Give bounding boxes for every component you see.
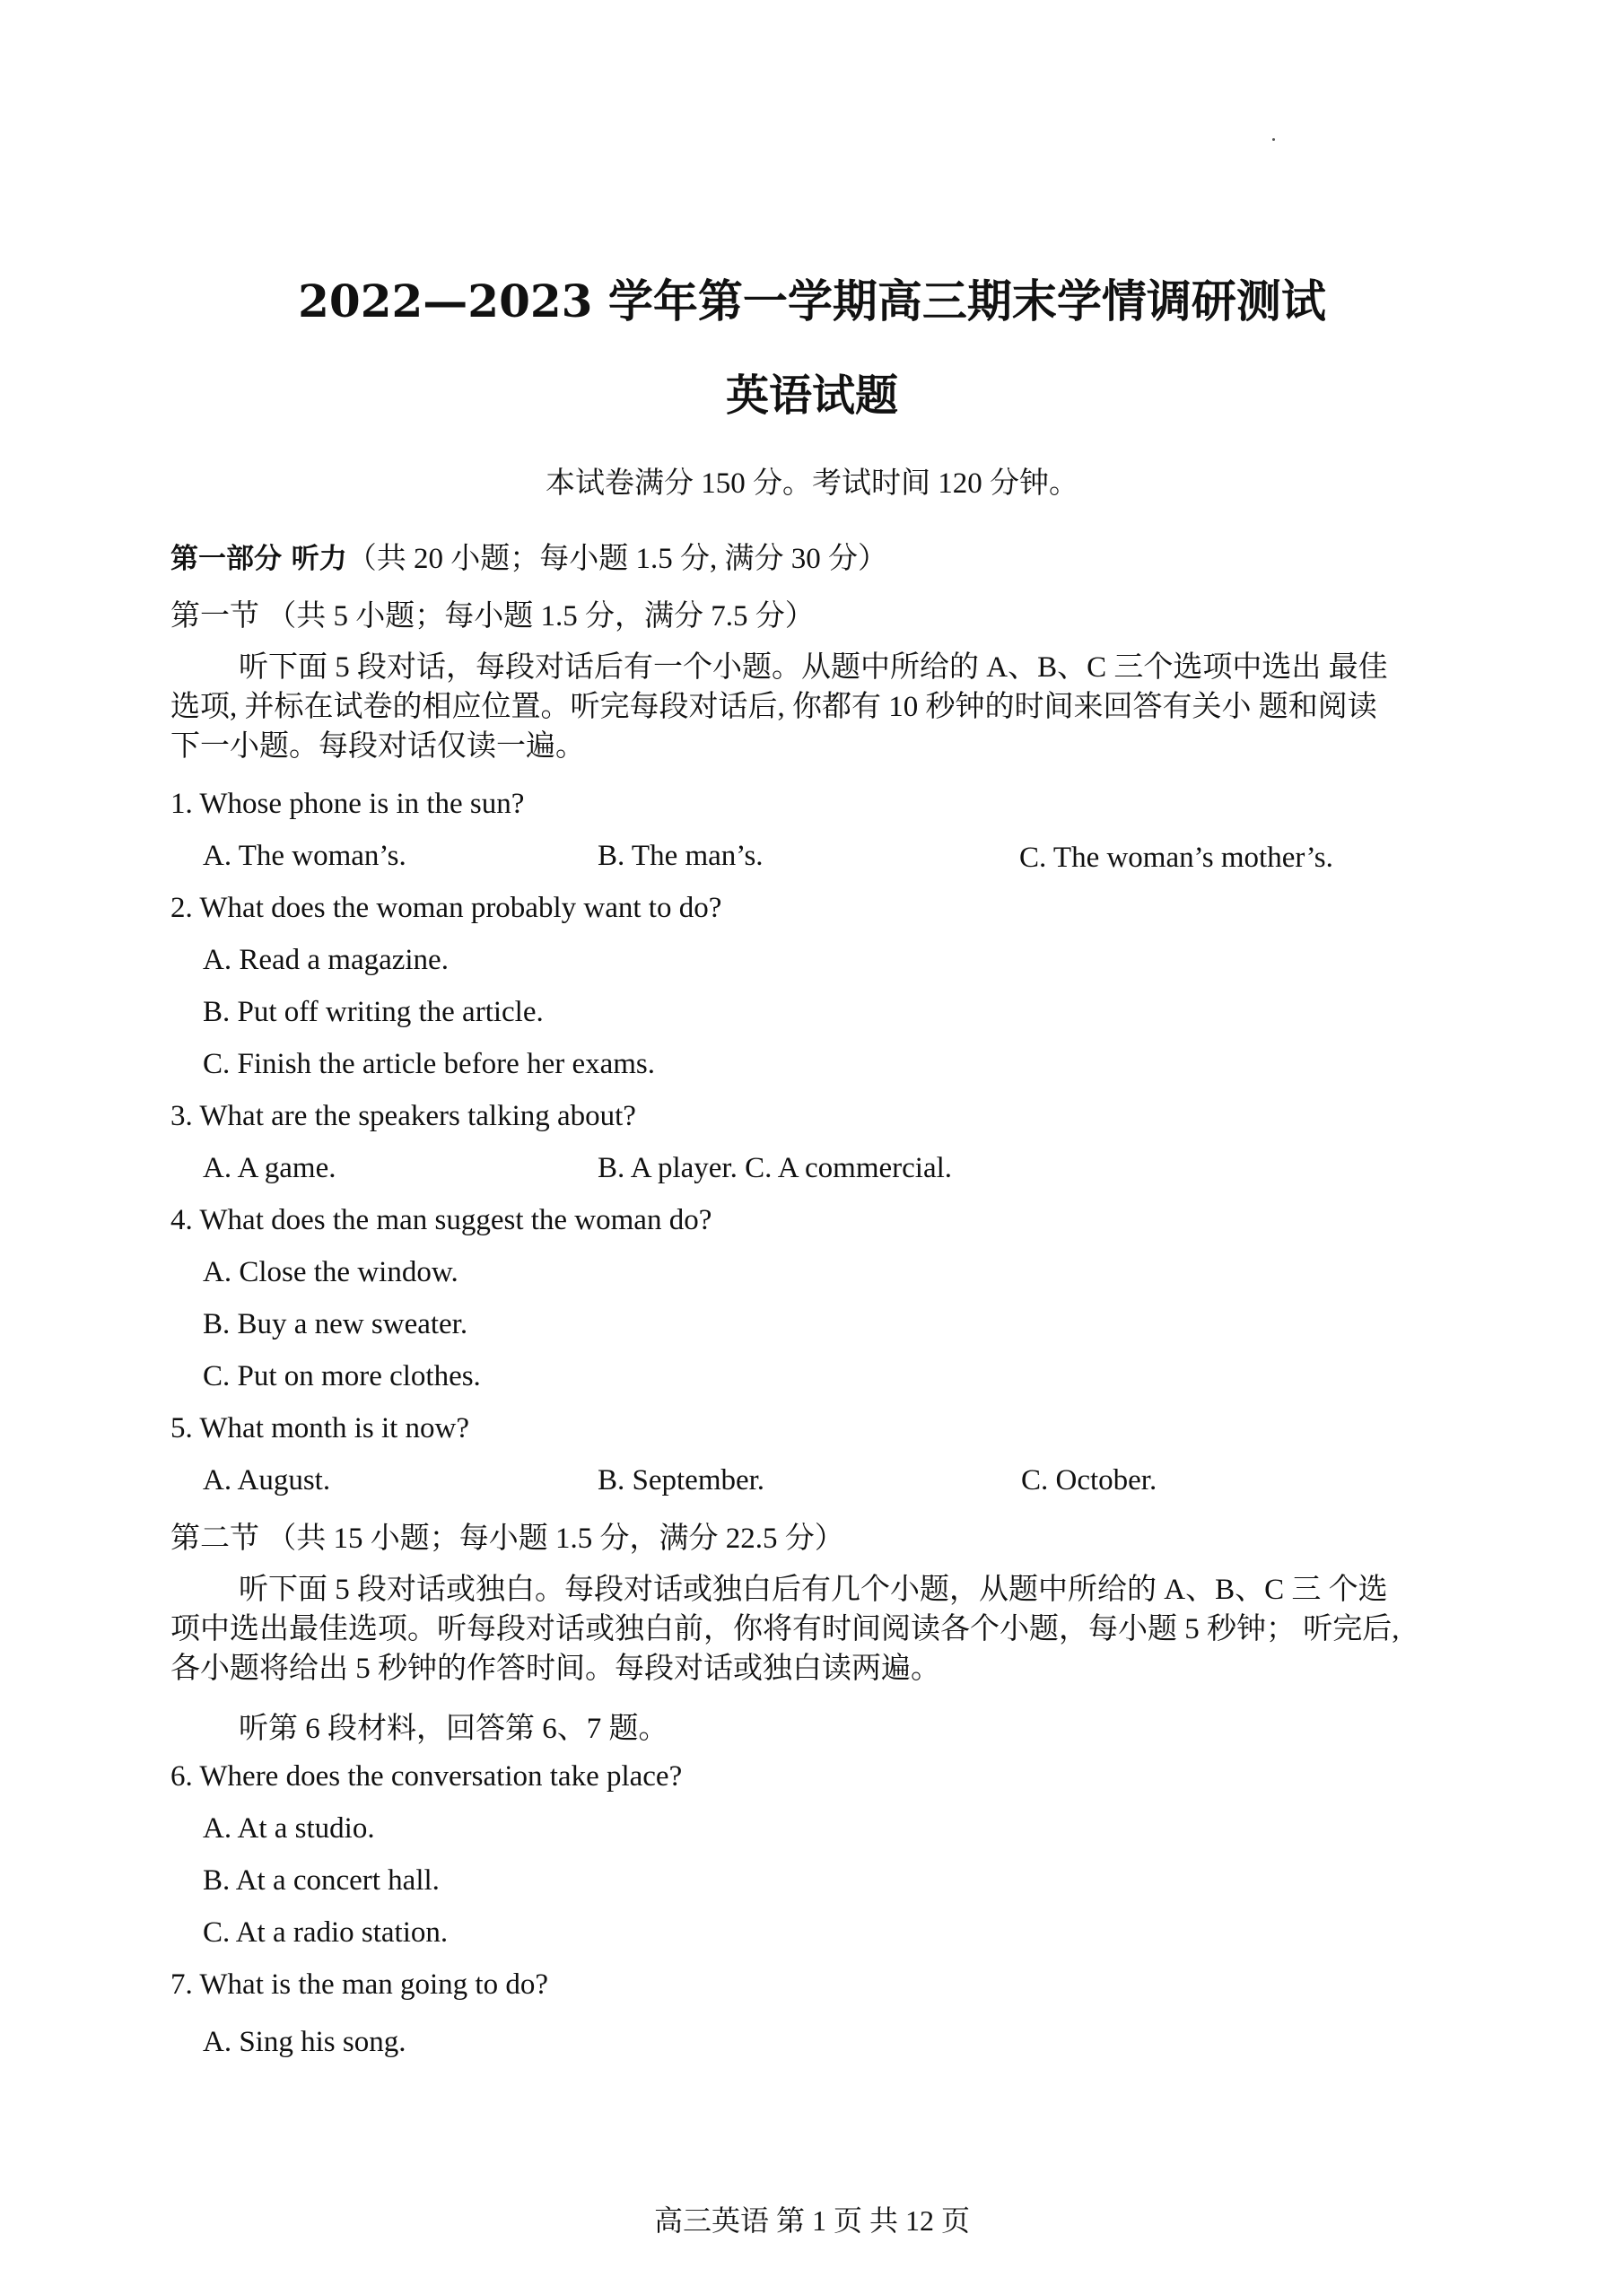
page-subtitle: 英语试题	[725, 371, 898, 421]
q2-option-b: B. Put off writing the article.	[203, 996, 544, 1028]
q1-option-c: C. The woman’s mother’s.	[1019, 842, 1333, 874]
question-2: 2. What does the woman probably want to do?	[170, 892, 722, 924]
part1-heading-rest: （共 20 小题；每小题 1.5 分, 满分 30 分）	[346, 543, 888, 575]
question-7: 7. What is the man going to do?	[170, 1968, 548, 2001]
q6-option-a: A. At a studio.	[203, 1812, 375, 1845]
page-footer: 高三英语 第 1 页 共 12 页	[653, 2204, 970, 2237]
question-4: 4. What does the man suggest the woman do?	[170, 1204, 712, 1236]
part1-heading	[170, 535, 887, 577]
q2-option-c: C. Finish the article before her exams.	[203, 1048, 656, 1080]
material-note: 听第 6 段材料，回答第 6、7 题。	[239, 1713, 668, 1745]
q4-option-a: A. Close the window.	[203, 1256, 458, 1288]
section2-instr-line-2: 项中选出最佳选项。听每段对话或独白前，你将有时间阅读各个小题，每小题 5 秒钟； 听完后,	[170, 1613, 1400, 1645]
section2-instr-line-1: 听下面 5 段对话或独白。每段对话或独白后有几个小题，从题中所给的 A、B、C 三 个选	[239, 1574, 1388, 1606]
question-1: 1. Whose phone is in the sun?	[170, 788, 525, 820]
q3-option-a: A. A game.	[203, 1152, 336, 1184]
question-5: 5. What month is it now?	[170, 1412, 470, 1444]
section1-instr-line-3: 下一小题。每段对话仅读一遍。	[170, 730, 585, 763]
q7-option-a: A. Sing his song.	[203, 2026, 406, 2058]
q6-option-b: B. At a concert hall.	[203, 1864, 440, 1897]
q5-option-c: C. October.	[1021, 1464, 1157, 1497]
question-6: 6. Where does the conversation take place?	[170, 1760, 683, 1793]
page-title: 2022—2023 学年第一学期高三期末学情调研测试	[298, 275, 1326, 327]
q6-option-c: C. At a radio station.	[203, 1916, 449, 1949]
section1-instr-line-1: 听下面 5 段对话，每段对话后有一个小题。从题中所给的 A、B、C 三个选项中选出 最佳	[239, 651, 1388, 684]
exam-note: 本试卷满分 150 分。考试时间 120 分钟。	[546, 467, 1078, 500]
q1-option-b: B. The man’s.	[598, 840, 764, 872]
q4-option-c: C. Put on more clothes.	[203, 1360, 481, 1392]
q3-option-bc: B. A player. C. A commercial.	[598, 1152, 953, 1184]
section1-heading: 第一节 （共 5 小题；每小题 1.5 分，满分 7.5 分）	[170, 600, 815, 633]
part1-heading-bold: 第一部分 听力	[170, 543, 347, 575]
stray-mark	[1272, 138, 1275, 141]
q2-option-a: A. Read a magazine.	[203, 944, 449, 976]
q4-option-b: B. Buy a new sweater.	[203, 1308, 468, 1340]
q1-option-a: A. The woman’s.	[203, 840, 406, 872]
section1-instr-line-2: 选项, 并标在试卷的相应位置。听完每段对话后, 你都有 10 秒钟的时间来回答有关小 题和阅读	[170, 691, 1377, 723]
question-3: 3. What are the speakers talking about?	[170, 1100, 636, 1132]
section2-instr-line-3: 各小题将给出 5 秒钟的作答时间。每段对话或独白读两遍。	[170, 1653, 940, 1685]
q5-option-a: A. August.	[203, 1464, 331, 1497]
q5-option-b: B. September.	[598, 1464, 765, 1497]
section2-heading: 第二节 （共 15 小题；每小题 1.5 分，满分 22.5 分）	[170, 1523, 844, 1555]
